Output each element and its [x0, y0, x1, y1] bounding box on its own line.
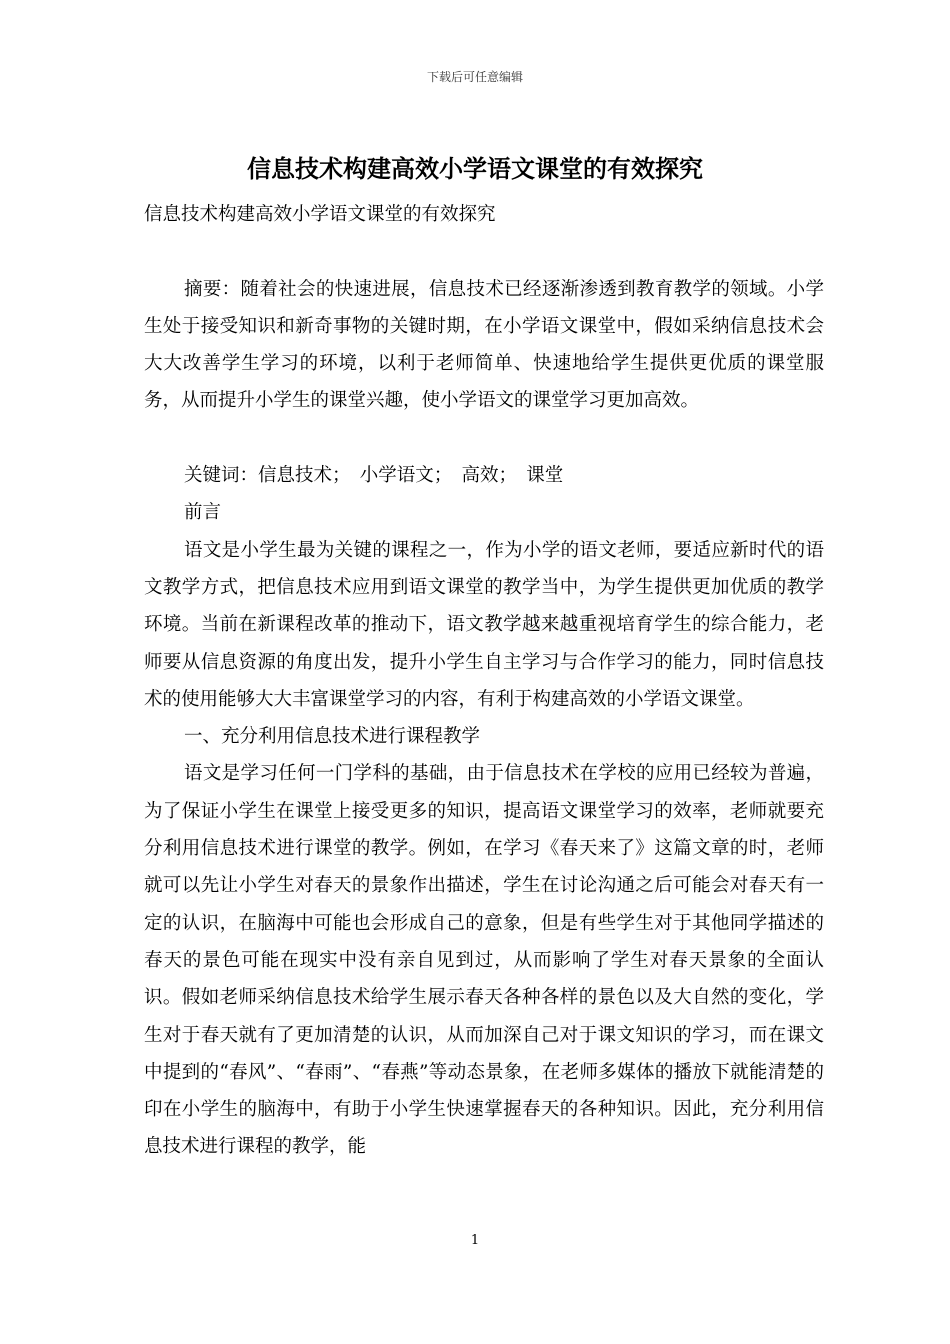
- document-title: 信息技术构建高效小学语文课堂的有效探究: [247, 154, 703, 183]
- section-paragraph: 语文是学习任何一门学科的基础，由于信息技术在学校的应用已经较为普遍，为了保证小学生在课堂上接受更多的知识，提高语文课堂学习的效率，老师就要充分利用信息技术进行课堂的教学。例如，在学习《春天来了》这篇文章的时，老师就可以先让小学生对春天的景象作出描述，学生在讨论沟通之后可能会对春天有一定的认识，在脑海中可能也会形成自己的意象，但是有些学生对于其他同学描述的春天的景色可能在现实中没有亲自见到过，从而影响了学生对春天景象的全面认识。假如老师采纳信息技术给学生展示春天各种各样的景色以及大自然的变化，学生对于春天就有了更加清楚的认识，从而加深自己对于课文知识的学习，而在课文中提到的“春风”、“春雨”、“春燕”等动态景象，在老师多媒体的播放下就能清楚的印在小学生的脑海中，有助于小学生快速掌握春天的各种知识。因此，充分利用信息技术进行课程的教学，能: [144, 763, 824, 1158]
- preface-heading: 前言: [184, 502, 222, 524]
- blank-line: [144, 233, 824, 270]
- keywords-line: 关键词：信息技术； 小学语文； 高效； 课堂: [184, 465, 564, 487]
- abstract-paragraph: 摘要：随着社会的快速进展，信息技术已经逐渐渗透到教育教学的领域。小学生处于接受知识和新奇事物的关键时期，在小学语文课堂中，假如采纳信息技术会大大改善学生学习的环境，以利于老师简单、快速地给学生提供更优质的课堂服务，从而提升小学生的课堂兴趣，使小学语文的课堂学习更加高效。: [144, 278, 824, 412]
- header-note: 下载后可任意编辑: [426, 70, 523, 84]
- subtitle: 信息技术构建高效小学语文课堂的有效探究: [144, 204, 496, 225]
- blank-line: [144, 420, 824, 457]
- document-body: [144, 196, 824, 1166]
- preface-paragraph: 语文是小学生最为关键的课程之一，作为小学的语文老师，要适应新时代的语文教学方式，把信息技术应用到语文课堂的教学当中，为学生提供更加优质的教学环境。当前在新课程改革的推动下，语文教学越来越重视培育学生的综合能力，老师要从信息资源的角度出发，提升小学生自主学习与合作学习的能力，同时信息技术的使用能够大大丰富课堂学习的内容，有利于构建高效的小学语文课堂。: [144, 539, 824, 710]
- page-number: 1: [470, 1233, 480, 1248]
- section-heading: 一、充分利用信息技术进行课程教学: [184, 726, 481, 748]
